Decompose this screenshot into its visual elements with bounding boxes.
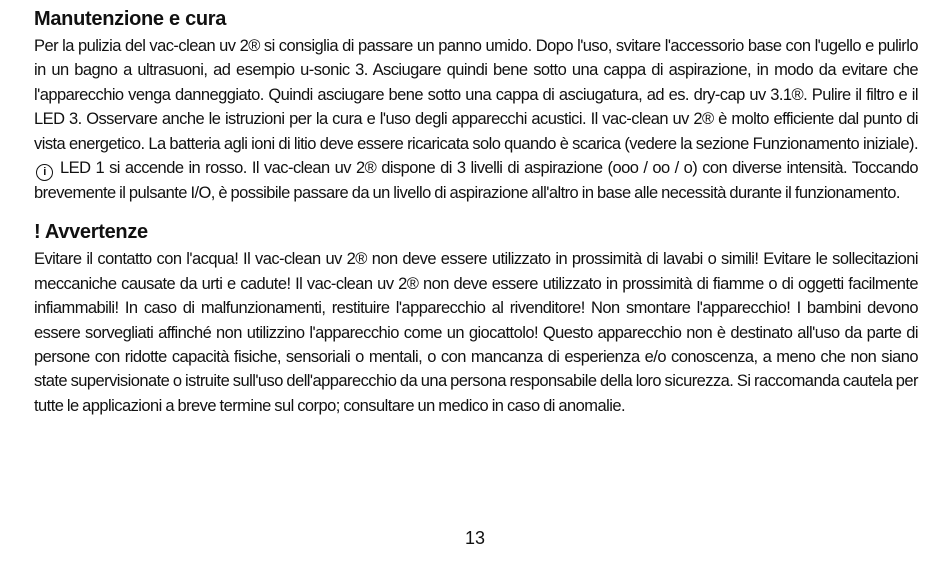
info-icon: i: [36, 164, 53, 181]
section-title-manutenzione: Manutenzione e cura: [34, 8, 227, 30]
section-title-avvertenze: ! Avvertenze: [34, 221, 148, 244]
section-avvertenze: [34, 219, 918, 418]
document-page: [34, 6, 918, 432]
body-text-part-1: Per la pulizia del vac-clean uv 2® si consiglia di passare un panno umido. Dopo l'uso, svitare l'accessorio base con l'ugello e pulirlo in un bagno a ultrasuoni, ad esempio u-sonic 3. Asciugare quindi bene sotto una cappa di aspirazione, in modo da evitare che l'apparecchio venga danneggiato. Quindi asciugare bene sotto una cappa di asciugatura, ad es. dry-cap uv 3.1®. Pulire il filtro e il LED 3. Osservare anche le istruzioni per la cura e l'uso degli apparecchi acustici. Il vac-clean uv 2® è molto efficiente dal punto di vista energetico. La batteria agli ioni di litio deve essere ricaricata solo quando è scarica (vedere la sezione Funzionamento iniziale).: [34, 37, 918, 153]
body-text-part-2: LED 1 si accende in rosso. Il vac-clean uv 2® dispone di 3 livelli di aspirazione (ooo / oo / o) con diverse intensità. Toccando brevemente il pulsante I/O, è possibile passare da un livello di aspirazione all'altro in base alle necessità durante il funzionamento.: [34, 159, 919, 203]
section-manutenzione: [34, 6, 918, 205]
page-number: 13: [464, 528, 486, 548]
section-body-avvertenze: Evitare il contatto con l'acqua! Il vac-clean uv 2® non deve essere utilizzato in prossimità di lavabi o simili! Evitare le sollecitazioni meccaniche causate da urti e cadute! Il vac-clean uv 2® non deve essere utilizzato in prossimità di fiamme o di oggetti facilmente infiammabili! In caso di malfunzionamenti, restituire l'apparecchio al rivenditore! Non smontare l'apparecchio! I bambini devono essere sorvegliati affinché non utilizzino l'apparecchio come un giocattolo! Questo apparecchio non è destinato all'uso da parte di persone con ridotte capacità fisiche, sensoriali o mentali, o con mancanza di esperienza e/o conoscenza, a meno che non siano state supervisionate o istruite sull'uso dell'apparecchio da una persona responsabile della loro sicurezza. Si raccomanda cautela per tutte le applicazioni a breve termine sul corpo; consultare un medico in caso di anomalie.: [34, 250, 918, 415]
section-body-manutenzione: [34, 34, 918, 205]
